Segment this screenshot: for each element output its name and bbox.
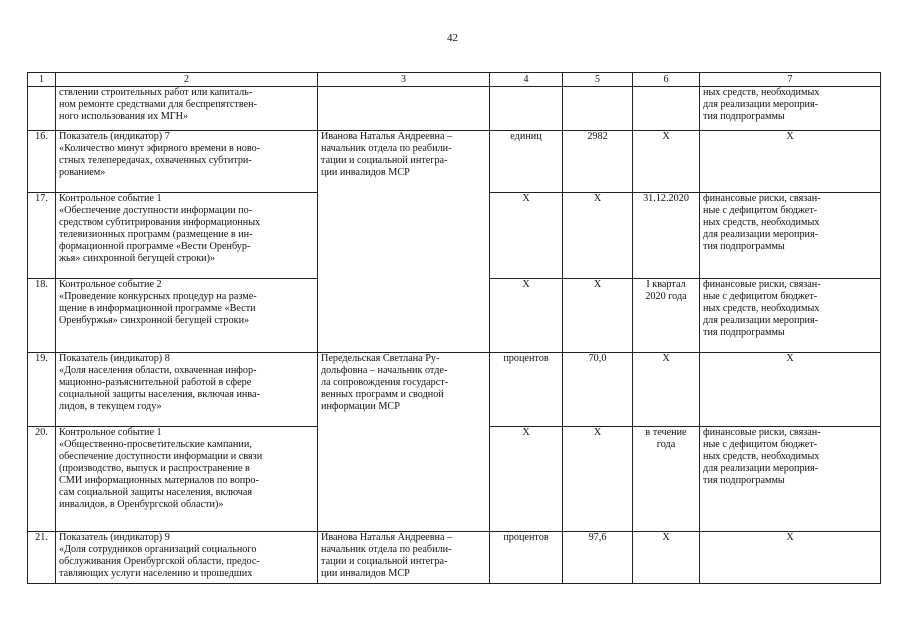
row-risks: Х: [700, 131, 881, 193]
row-unit: Х: [490, 279, 563, 353]
row-number: 19.: [28, 353, 56, 427]
table-row: [28, 87, 881, 131]
row-risks: финансовые риски, связан- ные с дефицитом бюджет- ных средств, необходимых для реализации мероприя- тия подпрограммы: [700, 427, 881, 532]
column-number-5: 5: [563, 73, 633, 87]
program-table: [27, 72, 881, 584]
row-responsible: Иванова Наталья Андреевна – начальник отдела по реабили- тации и социальной интегра- ции инвалидов МСР: [318, 532, 490, 584]
row-responsible: Передельская Светлана Ру- дольфовна – начальник отде- ла сопровождения государст- венных программ и сводной информации МСР: [318, 353, 490, 532]
row-responsible: [318, 87, 490, 131]
row-date: 31.12.2020: [633, 193, 700, 279]
row-description: Контрольное событие 1 «Обеспечение доступности информации по- средством субтитрирования информационных телевизионных программ (размещение в ин- формационной программе «Вести Оренбур- жья» синхронной бегущей строки)»: [56, 193, 318, 279]
row-unit: [490, 87, 563, 131]
table-row: [28, 131, 881, 193]
row-date: Х: [633, 353, 700, 427]
row-responsible: Иванова Наталья Андреевна – начальник отдела по реабили- тации и социальной интегра- ции инвалидов МСР: [318, 131, 490, 353]
column-number-6: 6: [633, 73, 700, 87]
page-number: 42: [447, 32, 458, 44]
row-date: в течение года: [633, 427, 700, 532]
row-value: Х: [563, 427, 633, 532]
row-description: Показатель (индикатор) 7 «Количество минут эфирного времени в ново- стных телепередачах, охваченных субтитри- рованием»: [56, 131, 318, 193]
row-description: Контрольное событие 2 «Проведение конкурсных процедур на разме- щение в информационной программе «Вести Оренбуржья» синхронной бегущей строки»: [56, 279, 318, 353]
row-unit: процентов: [490, 353, 563, 427]
row-description: Показатель (индикатор) 9 «Доля сотрудников организаций социального обслуживания Оренбургской области, предос- тавляющих услуги населению и прошедших: [56, 532, 318, 584]
table-row: [28, 353, 881, 427]
column-number-1: 1: [28, 73, 56, 87]
row-number: 21.: [28, 532, 56, 584]
table-row: [28, 532, 881, 584]
row-description: Показатель (индикатор) 8 «Доля населения области, охваченная инфор- мационно-разъяснительной работой в сфере социальной защиты населения, включая инва- лидов, в текущем году»: [56, 353, 318, 427]
row-number: [28, 87, 56, 131]
column-number-3: 3: [318, 73, 490, 87]
column-number-row: [28, 73, 881, 87]
row-date: I квартал 2020 года: [633, 279, 700, 353]
row-risks: Х: [700, 353, 881, 427]
row-unit: процентов: [490, 532, 563, 584]
row-risks: финансовые риски, связан- ные с дефицитом бюджет- ных средств, необходимых для реализации мероприя- тия подпрограммы: [700, 193, 881, 279]
row-description: Контрольное событие 1 «Общественно-просветительские кампании, обеспечение доступности информации и связи (производство, выпуск и распространение в СМИ информационных материалов по вопро- сам социальной защиты населения, включая инвалидов, в Оренбургской области)»: [56, 427, 318, 532]
row-value: [563, 87, 633, 131]
row-unit: единиц: [490, 131, 563, 193]
row-risks: финансовые риски, связан- ные с дефицитом бюджет- ных средств, необходимых для реализации мероприя- тия подпрограммы: [700, 279, 881, 353]
row-date: Х: [633, 131, 700, 193]
row-risks: ных средств, необходимых для реализации мероприя- тия подпрограммы: [700, 87, 881, 131]
row-date: [633, 87, 700, 131]
row-unit: Х: [490, 193, 563, 279]
row-value: 2982: [563, 131, 633, 193]
row-number: 16.: [28, 131, 56, 193]
row-number: 17.: [28, 193, 56, 279]
row-value: Х: [563, 193, 633, 279]
row-unit: Х: [490, 427, 563, 532]
column-number-7: 7: [700, 73, 881, 87]
row-number: 18.: [28, 279, 56, 353]
column-number-4: 4: [490, 73, 563, 87]
row-risks: Х: [700, 532, 881, 584]
row-value: 70,0: [563, 353, 633, 427]
row-description: ствлении строительных работ или капиталь- ном ремонте средствами для беспрепятствен- ного использования их МГН»: [56, 87, 318, 131]
row-number: 20.: [28, 427, 56, 532]
row-value: Х: [563, 279, 633, 353]
row-value: 97,6: [563, 532, 633, 584]
column-number-2: 2: [56, 73, 318, 87]
row-date: Х: [633, 532, 700, 584]
